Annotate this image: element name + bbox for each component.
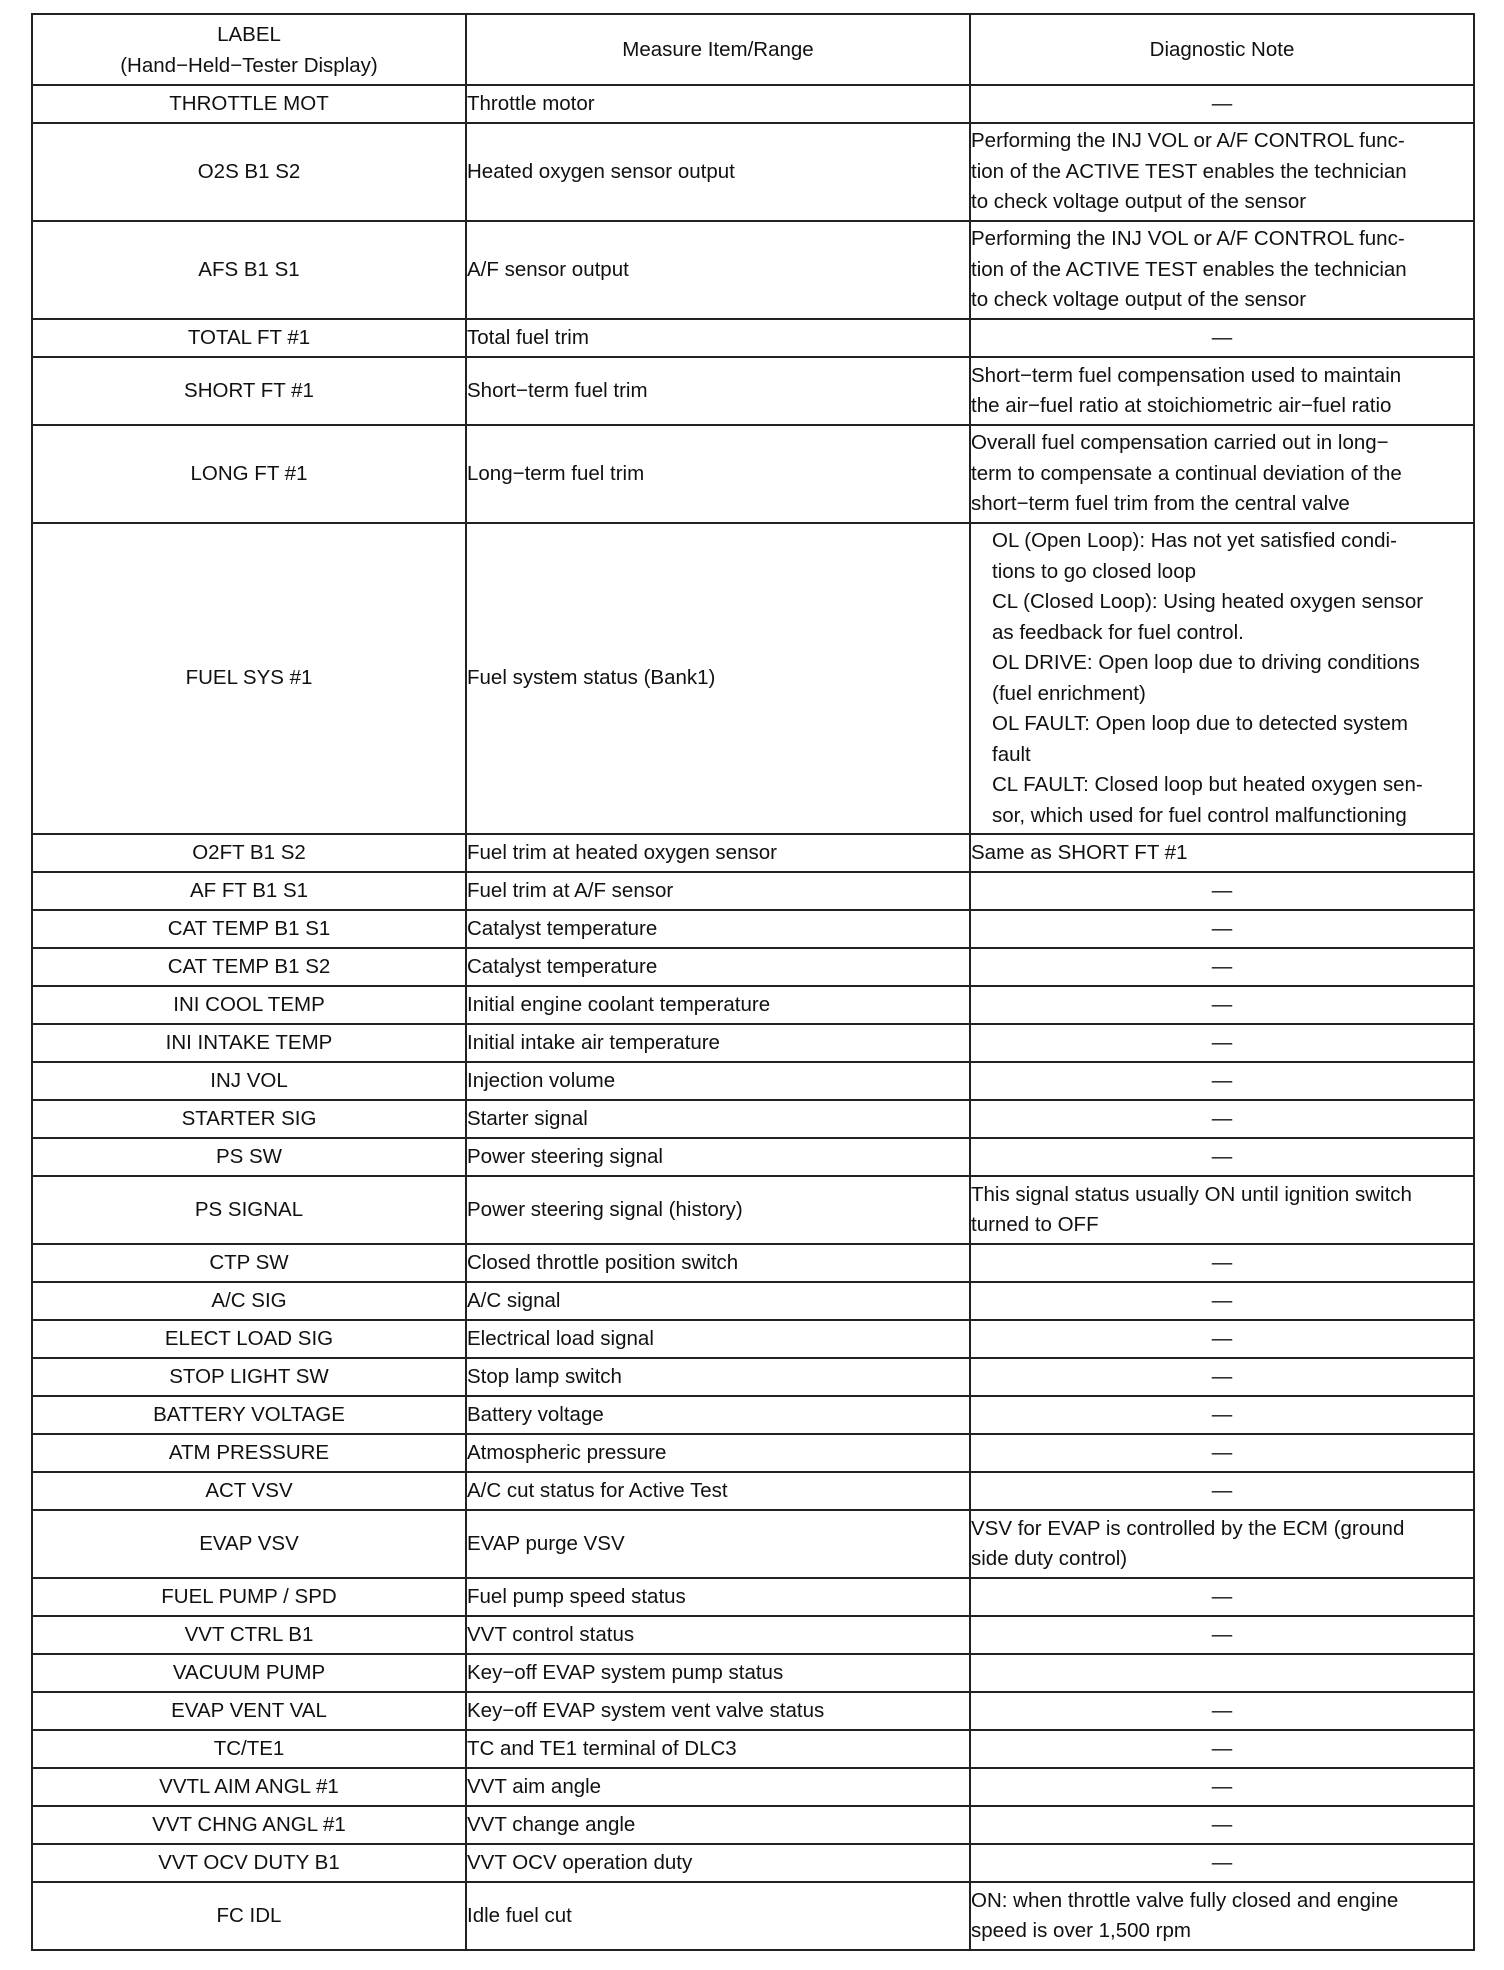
note-line: — — [1211, 1402, 1233, 1426]
label-cell: INI INTAKE TEMP — [32, 1024, 466, 1062]
table-row — [32, 1176, 1474, 1244]
diagnostic-note-cell — [970, 948, 1474, 986]
note-line: sor, which used for fuel control malfunctioning — [992, 803, 1407, 827]
label-cell: CTP SW — [32, 1244, 466, 1282]
measure-item-cell: Fuel trim at A/F sensor — [466, 872, 970, 910]
measure-item-cell: A/C cut status for Active Test — [466, 1472, 970, 1510]
table-row — [32, 221, 1474, 319]
table-row — [32, 1578, 1474, 1616]
measure-item-cell: Catalyst temperature — [466, 948, 970, 986]
table-row — [32, 1844, 1474, 1882]
label-header-line-2: (Hand−Held−Tester Display) — [120, 53, 378, 77]
table-row — [32, 1472, 1474, 1510]
diagnostic-note-cell — [970, 1282, 1474, 1320]
table-row — [32, 1358, 1474, 1396]
table-row — [32, 1062, 1474, 1100]
table-row — [32, 85, 1474, 123]
diagnostic-note-cell — [970, 1320, 1474, 1358]
note-line: — — [1211, 91, 1233, 115]
label-cell: A/C SIG — [32, 1282, 466, 1320]
measure-item-cell: VVT control status — [466, 1616, 970, 1654]
diagnostic-note-cell — [970, 1768, 1474, 1806]
note-line: short−term fuel trim from the central valve — [971, 492, 1350, 516]
diagnostic-note-cell — [970, 1472, 1474, 1510]
label-cell: TOTAL FT #1 — [32, 319, 466, 357]
note-line: — — [1211, 325, 1233, 349]
label-cell: VVTL AIM ANGL #1 — [32, 1768, 466, 1806]
diagnostic-note-cell — [970, 1844, 1474, 1882]
note-line: tion of the ACTIVE TEST enables the technician — [971, 257, 1407, 281]
table-row — [32, 425, 1474, 523]
table-body — [32, 85, 1474, 1950]
table-row — [32, 1510, 1474, 1578]
measure-item-cell: A/F sensor output — [466, 221, 970, 319]
measure-item-cell: Heated oxygen sensor output — [466, 123, 970, 221]
note-line: — — [1211, 1478, 1233, 1502]
measure-item-cell: Total fuel trim — [466, 319, 970, 357]
note-line: — — [1211, 1812, 1233, 1836]
label-cell: LONG FT #1 — [32, 425, 466, 523]
measure-item-cell: Injection volume — [466, 1062, 970, 1100]
diagnostic-note-cell — [970, 1616, 1474, 1654]
measure-item-cell: TC and TE1 terminal of DLC3 — [466, 1730, 970, 1768]
measure-item-cell: Power steering signal (history) — [466, 1176, 970, 1244]
measure-item-cell: Key−off EVAP system pump status — [466, 1654, 970, 1692]
label-cell: BATTERY VOLTAGE — [32, 1396, 466, 1434]
note-line: OL (Open Loop): Has not yet satisfied condi- — [992, 529, 1397, 552]
diagnostic-note-cell — [970, 872, 1474, 910]
note-line: — — [1211, 1326, 1233, 1350]
note-line: — — [1211, 1250, 1233, 1274]
diagnostic-note-cell — [970, 1138, 1474, 1176]
table-row — [32, 1654, 1474, 1692]
label-cell: STARTER SIG — [32, 1100, 466, 1138]
note-line: Short−term fuel compensation used to maintain — [971, 363, 1402, 387]
table-row — [32, 910, 1474, 948]
note-line: speed is over 1,500 rpm — [971, 1919, 1191, 1942]
note-line: tions to go closed loop — [992, 559, 1196, 583]
diagnostic-note-cell — [970, 910, 1474, 948]
note-line: — — [1211, 1850, 1233, 1874]
measure-item-cell: Battery voltage — [466, 1396, 970, 1434]
label-cell: ATM PRESSURE — [32, 1434, 466, 1472]
note-line: term to compensate a continual deviation of the — [971, 461, 1402, 485]
table-row — [32, 1100, 1474, 1138]
note-line: to check voltage output of the sensor — [971, 190, 1307, 214]
diagnostic-note-cell — [970, 357, 1474, 425]
measure-item-cell: Throttle motor — [466, 85, 970, 123]
diagnostic-note-cell — [970, 425, 1474, 523]
measure-item-cell: Atmospheric pressure — [466, 1434, 970, 1472]
diagnostic-note-cell — [970, 1244, 1474, 1282]
note-line: — — [1211, 916, 1233, 940]
diagnostic-note-cell — [970, 1062, 1474, 1100]
label-cell: SHORT FT #1 — [32, 357, 466, 425]
note-line: This signal status usually ON until ignition switch — [971, 1182, 1412, 1206]
table-row — [32, 834, 1474, 872]
label-cell: O2FT B1 S2 — [32, 834, 466, 872]
label-cell: EVAP VSV — [32, 1510, 466, 1578]
note-line: — — [1211, 1068, 1233, 1092]
note-line: — — [1211, 878, 1233, 902]
table-row — [32, 1244, 1474, 1282]
diagnostic-note-cell — [970, 1882, 1474, 1950]
diagnostic-note-cell — [970, 1510, 1474, 1578]
measure-item-cell: VVT change angle — [466, 1806, 970, 1844]
table-row — [32, 1434, 1474, 1472]
table-row — [32, 1692, 1474, 1730]
note-line: — — [1211, 1736, 1233, 1760]
label-cell: PS SW — [32, 1138, 466, 1176]
measure-item-cell: VVT OCV operation duty — [466, 1844, 970, 1882]
label-cell: PS SIGNAL — [32, 1176, 466, 1244]
note-column-header: Diagnostic Note — [970, 14, 1474, 85]
diagnostic-note-cell — [970, 1024, 1474, 1062]
note-line: Same as SHORT FT #1 — [971, 840, 1188, 864]
diagnostic-note-cell — [970, 1730, 1474, 1768]
note-line: the air−fuel ratio at stoichiometric air−fuel ratio — [971, 394, 1392, 417]
table-row — [32, 872, 1474, 910]
measure-item-cell: Power steering signal — [466, 1138, 970, 1176]
table-row — [32, 986, 1474, 1024]
note-line: — — [1211, 1622, 1233, 1646]
table-row — [32, 357, 1474, 425]
diagnostic-note-cell — [970, 1434, 1474, 1472]
note-line: tion of the ACTIVE TEST enables the technician — [971, 159, 1407, 183]
measure-column-header: Measure Item/Range — [466, 14, 970, 85]
table-row — [32, 1024, 1474, 1062]
label-cell: STOP LIGHT SW — [32, 1358, 466, 1396]
note-line: VSV for EVAP is controlled by the ECM (ground — [971, 1516, 1405, 1540]
note-line: CL FAULT: Closed loop but heated oxygen sen- — [992, 773, 1423, 796]
measure-item-cell: VVT aim angle — [466, 1768, 970, 1806]
header-row — [32, 14, 1474, 85]
note-line: fault — [992, 742, 1031, 766]
label-cell: AF FT B1 S1 — [32, 872, 466, 910]
diagnostic-note-cell — [970, 1176, 1474, 1244]
note-line: — — [1211, 1364, 1233, 1388]
label-cell: TC/TE1 — [32, 1730, 466, 1768]
label-column-header — [32, 14, 466, 85]
label-cell: INI COOL TEMP — [32, 986, 466, 1024]
diagnostic-note-cell — [970, 834, 1474, 872]
measure-item-cell: Catalyst temperature — [466, 910, 970, 948]
note-line: — — [1211, 1288, 1233, 1312]
note-line: — — [1211, 1440, 1233, 1464]
note-line: CL (Closed Loop): Using heated oxygen sensor — [992, 590, 1424, 613]
label-cell: FUEL PUMP / SPD — [32, 1578, 466, 1616]
label-cell: INJ VOL — [32, 1062, 466, 1100]
measure-item-cell: Fuel system status (Bank1) — [466, 523, 970, 834]
label-cell: VVT OCV DUTY B1 — [32, 1844, 466, 1882]
note-line: — — [1211, 1698, 1233, 1722]
diagnostic-note-cell — [970, 523, 1474, 834]
note-line: — — [1211, 1144, 1233, 1168]
diagnostic-note-cell — [970, 85, 1474, 123]
note-line: Performing the INJ VOL or A/F CONTROL func- — [971, 227, 1405, 251]
measure-item-cell: A/C signal — [466, 1282, 970, 1320]
table-row — [32, 1138, 1474, 1176]
label-cell: VVT CTRL B1 — [32, 1616, 466, 1654]
label-cell: THROTTLE MOT — [32, 85, 466, 123]
note-line: — — [1211, 954, 1233, 978]
note-line: Performing the INJ VOL or A/F CONTROL func- — [971, 129, 1405, 153]
note-line: as feedback for fuel control. — [992, 620, 1244, 644]
measure-item-cell: Short−term fuel trim — [466, 357, 970, 425]
measure-item-cell: Starter signal — [466, 1100, 970, 1138]
note-line: — — [1211, 1774, 1233, 1798]
note-line: Overall fuel compensation carried out in long− — [971, 431, 1389, 455]
label-cell: VVT CHNG ANGL #1 — [32, 1806, 466, 1844]
label-cell: EVAP VENT VAL — [32, 1692, 466, 1730]
note-line: — — [1211, 1584, 1233, 1608]
table-row — [32, 123, 1474, 221]
measure-item-cell: Initial engine coolant temperature — [466, 986, 970, 1024]
table-row — [32, 1282, 1474, 1320]
label-cell: O2S B1 S2 — [32, 123, 466, 221]
measure-item-cell: Long−term fuel trim — [466, 425, 970, 523]
diagnostic-note-cell — [970, 986, 1474, 1024]
note-line: ON: when throttle valve fully closed and engine — [971, 1888, 1399, 1912]
diagnostic-note-cell — [970, 1806, 1474, 1844]
diagnostic-note-cell — [970, 1396, 1474, 1434]
diagnostic-note-cell — [970, 1654, 1474, 1692]
measure-item-cell: Closed throttle position switch — [466, 1244, 970, 1282]
measure-item-cell: EVAP purge VSV — [466, 1510, 970, 1578]
note-line: — — [1211, 992, 1233, 1016]
label-cell: ACT VSV — [32, 1472, 466, 1510]
note-line: side duty control) — [971, 1547, 1128, 1570]
table-row — [32, 1806, 1474, 1844]
table-row — [32, 948, 1474, 986]
note-line: — — [1211, 1106, 1233, 1130]
diagnostic-note-cell — [970, 221, 1474, 319]
table-row — [32, 1882, 1474, 1950]
label-cell: CAT TEMP B1 S1 — [32, 910, 466, 948]
table-row — [32, 319, 1474, 357]
note-line: turned to OFF — [971, 1213, 1099, 1236]
label-cell: VACUUM PUMP — [32, 1654, 466, 1692]
table-row — [32, 1768, 1474, 1806]
note-line: (fuel enrichment) — [992, 681, 1146, 705]
measure-item-cell: Idle fuel cut — [466, 1882, 970, 1950]
label-cell: ELECT LOAD SIG — [32, 1320, 466, 1358]
label-cell: FUEL SYS #1 — [32, 523, 466, 834]
label-cell: FC IDL — [32, 1882, 466, 1950]
diagnostic-note-cell — [970, 123, 1474, 221]
diagnostic-note-cell — [970, 1358, 1474, 1396]
label-cell: AFS B1 S1 — [32, 221, 466, 319]
diagnostic-note-cell — [970, 1692, 1474, 1730]
diagnostic-data-table — [31, 13, 1475, 1951]
table-row — [32, 1320, 1474, 1358]
measure-item-cell: Initial intake air temperature — [466, 1024, 970, 1062]
measure-item-cell: Fuel trim at heated oxygen sensor — [466, 834, 970, 872]
note-line: OL FAULT: Open loop due to detected system — [992, 712, 1408, 735]
diagnostic-note-cell — [970, 1100, 1474, 1138]
label-header-line-1: LABEL — [217, 22, 281, 46]
measure-item-cell: Fuel pump speed status — [466, 1578, 970, 1616]
table-row — [32, 523, 1474, 834]
measure-item-cell: Key−off EVAP system vent valve status — [466, 1692, 970, 1730]
measure-item-cell: Stop lamp switch — [466, 1358, 970, 1396]
table-row — [32, 1730, 1474, 1768]
diagnostic-note-cell — [970, 1578, 1474, 1616]
label-cell: CAT TEMP B1 S2 — [32, 948, 466, 986]
diagnostic-note-cell — [970, 319, 1474, 357]
note-line: OL DRIVE: Open loop due to driving conditions — [992, 651, 1420, 674]
note-line: to check voltage output of the sensor — [971, 288, 1307, 312]
table-row — [32, 1616, 1474, 1654]
note-line: — — [1211, 1030, 1233, 1054]
measure-item-cell: Electrical load signal — [466, 1320, 970, 1358]
table-row — [32, 1396, 1474, 1434]
